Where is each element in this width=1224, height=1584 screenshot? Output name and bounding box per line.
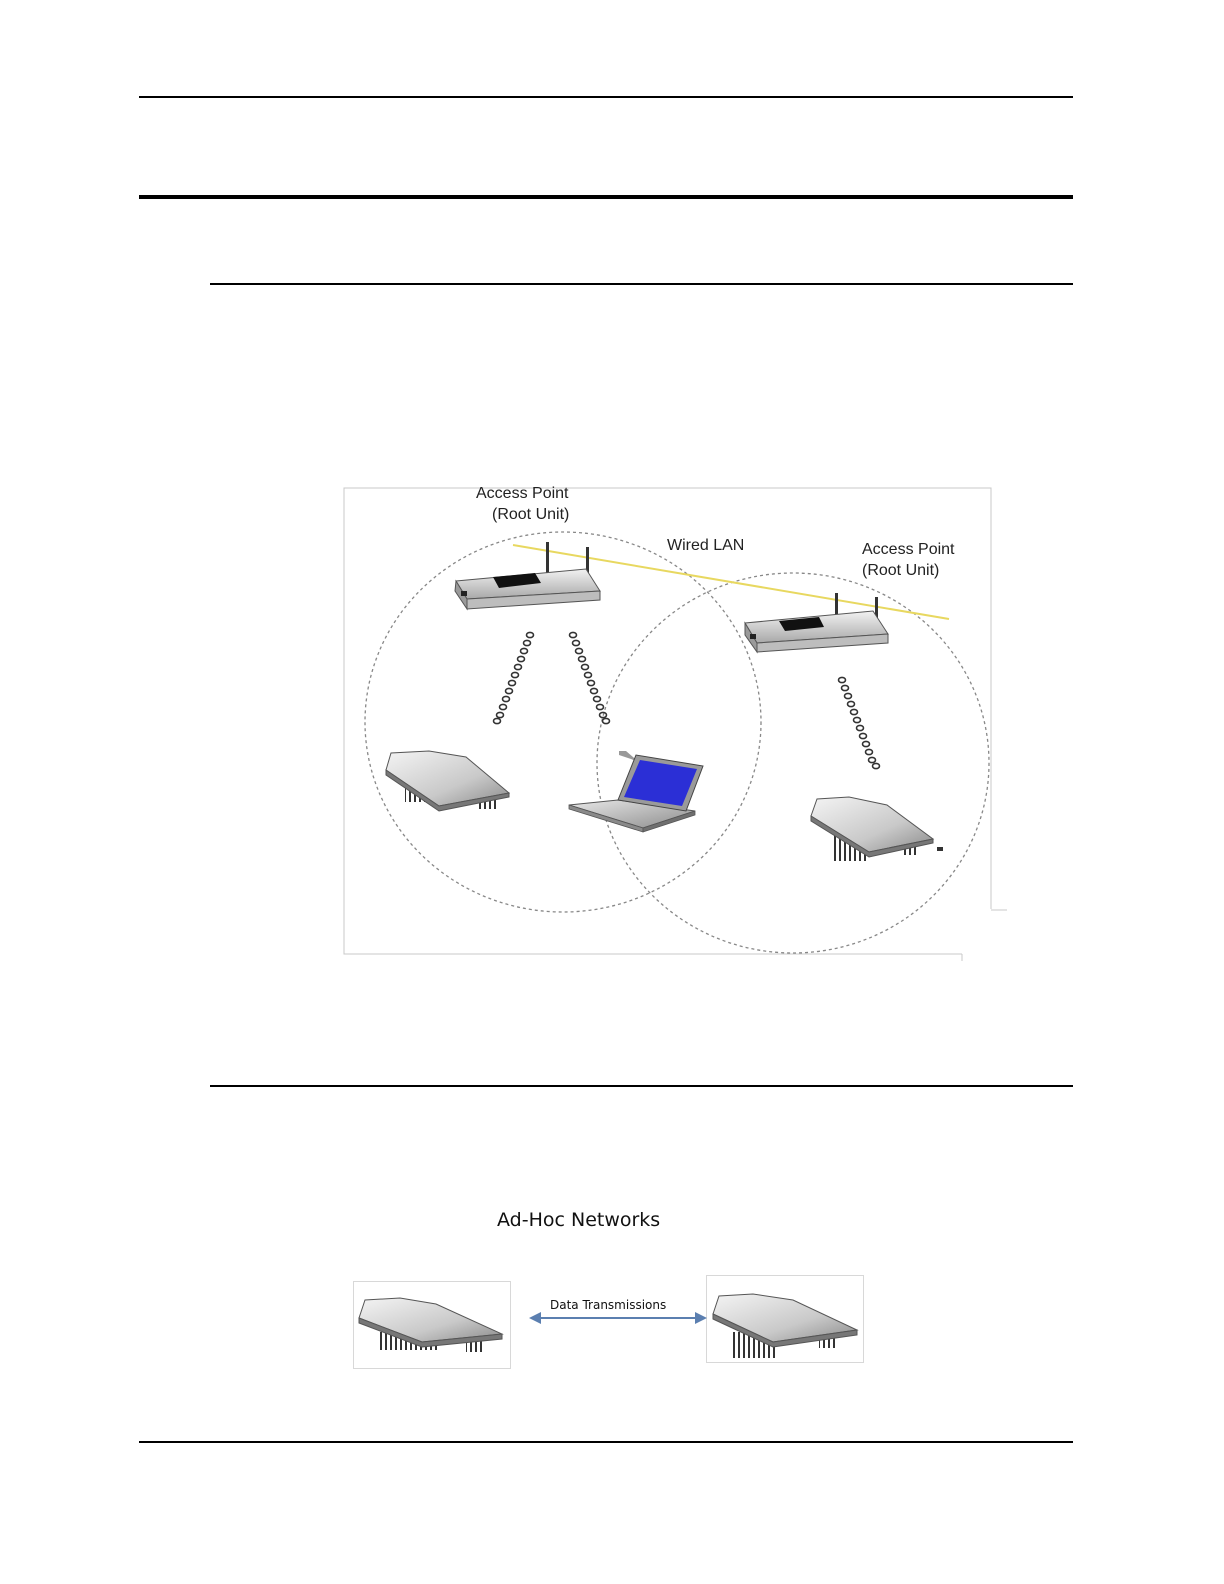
footer-rule xyxy=(139,1441,1073,1443)
access-point-right-label-line1: Access Point xyxy=(862,541,955,558)
laptop xyxy=(567,751,703,832)
wireless-link-left-2 xyxy=(570,632,610,723)
adhoc-node-left xyxy=(353,1281,511,1369)
access-point-left-label-line1: Access Point xyxy=(476,485,569,502)
adhoc-title: Ad-Hoc Networks xyxy=(497,1209,661,1231)
header-rule xyxy=(139,96,1073,98)
access-point-left-label-line2: (Root Unit) xyxy=(492,506,570,523)
wireless-link-right xyxy=(839,677,880,768)
wireless-module-right xyxy=(811,797,943,861)
data-transmissions-label: Data Transmissions xyxy=(550,1298,667,1312)
wired-lan-label: Wired LAN xyxy=(667,537,745,554)
wireless-module-icon xyxy=(707,1276,863,1362)
access-point-left xyxy=(455,542,600,609)
title-rule xyxy=(139,195,1073,199)
access-point-right-label-line2: (Root Unit) xyxy=(862,562,940,579)
section-rule-2 xyxy=(210,1085,1073,1087)
access-point-right xyxy=(745,593,888,652)
wireless-module-icon xyxy=(354,1282,510,1368)
wireless-module-left xyxy=(386,751,509,811)
wireless-link-left-1 xyxy=(494,632,534,723)
section-rule-1 xyxy=(210,283,1073,285)
adhoc-node-right xyxy=(706,1275,864,1363)
infrastructure-figure xyxy=(343,487,1013,965)
